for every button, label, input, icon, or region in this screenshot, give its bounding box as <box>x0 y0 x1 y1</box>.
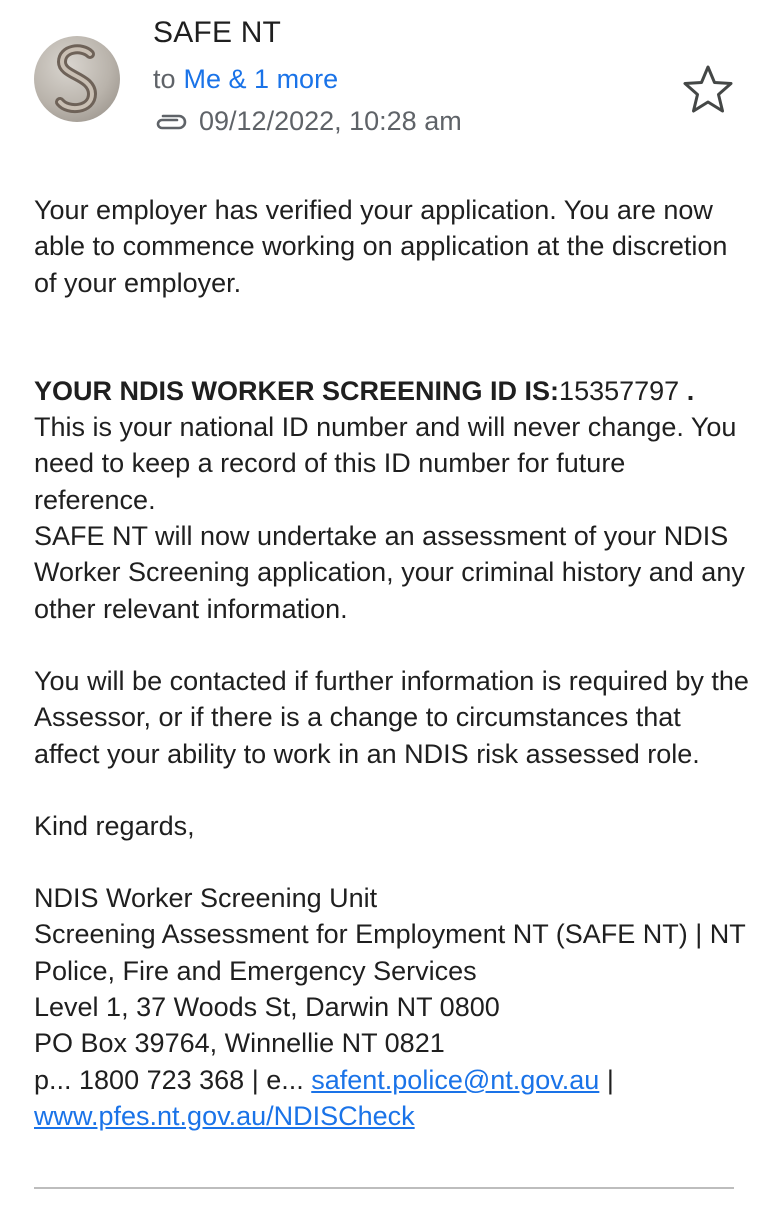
screening-id-paragraph <box>34 373 749 409</box>
screening-id-label: YOUR NDIS WORKER SCREENING ID IS: <box>34 375 560 406</box>
assessment-paragraph: SAFE NT will now undertake an assessment of your NDIS Worker Screening application, your criminal history and any other relevant information. <box>34 521 745 624</box>
signature-website-line <box>34 1098 749 1134</box>
paperclip-icon <box>153 112 187 132</box>
signature-contact-line <box>34 1062 749 1098</box>
signature-unit: NDIS Worker Screening Unit <box>34 883 378 914</box>
recipients-line <box>153 64 338 95</box>
closing-text: Kind regards, <box>34 810 195 841</box>
star-outline-icon[interactable] <box>682 64 734 114</box>
contact-paragraph: You will be contacted if further information is required by the Assessor, or if there is a change to circumstances that affect your ability to work in an NDIS risk assessed role. <box>34 665 749 769</box>
email-header <box>0 0 768 170</box>
sender-avatar[interactable] <box>34 36 120 122</box>
date-line <box>153 106 462 137</box>
sent-date: 09/12/2022, 10:28 am <box>199 106 462 136</box>
signature-org: Screening Assessment for Employment NT (SAFE NT) | NT Police, Fire and Emergency Services <box>34 919 746 986</box>
screening-id-number: 15357797 <box>559 375 680 406</box>
phone-text: p... 1800 723 368 | e... <box>34 1064 312 1095</box>
sender-name[interactable]: SAFE NT <box>153 16 282 49</box>
to-label: to <box>153 64 176 94</box>
screening-id-suffix: . <box>679 375 695 406</box>
verification-paragraph: Your employer has verified your application. You are now able to commence working on application at the discretion of your employer. <box>34 195 728 298</box>
email-link[interactable]: safent.police@nt.gov.au <box>311 1064 600 1095</box>
recipients-link[interactable]: Me & 1 more <box>183 64 339 94</box>
avatar-s-logo <box>34 36 120 122</box>
separator: | <box>599 1064 614 1095</box>
signature-address-po: PO Box 39764, Winnellie NT 0821 <box>34 1028 445 1059</box>
signature-address-street: Level 1, 37 Woods St, Darwin NT 0800 <box>34 992 500 1023</box>
footer-divider <box>34 1187 734 1189</box>
id-info-paragraph: This is your national ID number and will never change. You need to keep a record of this ID number for future reference. <box>34 412 737 515</box>
website-link[interactable]: www.pfes.nt.gov.au/NDISCheck <box>34 1100 415 1131</box>
email-body <box>34 192 749 1134</box>
